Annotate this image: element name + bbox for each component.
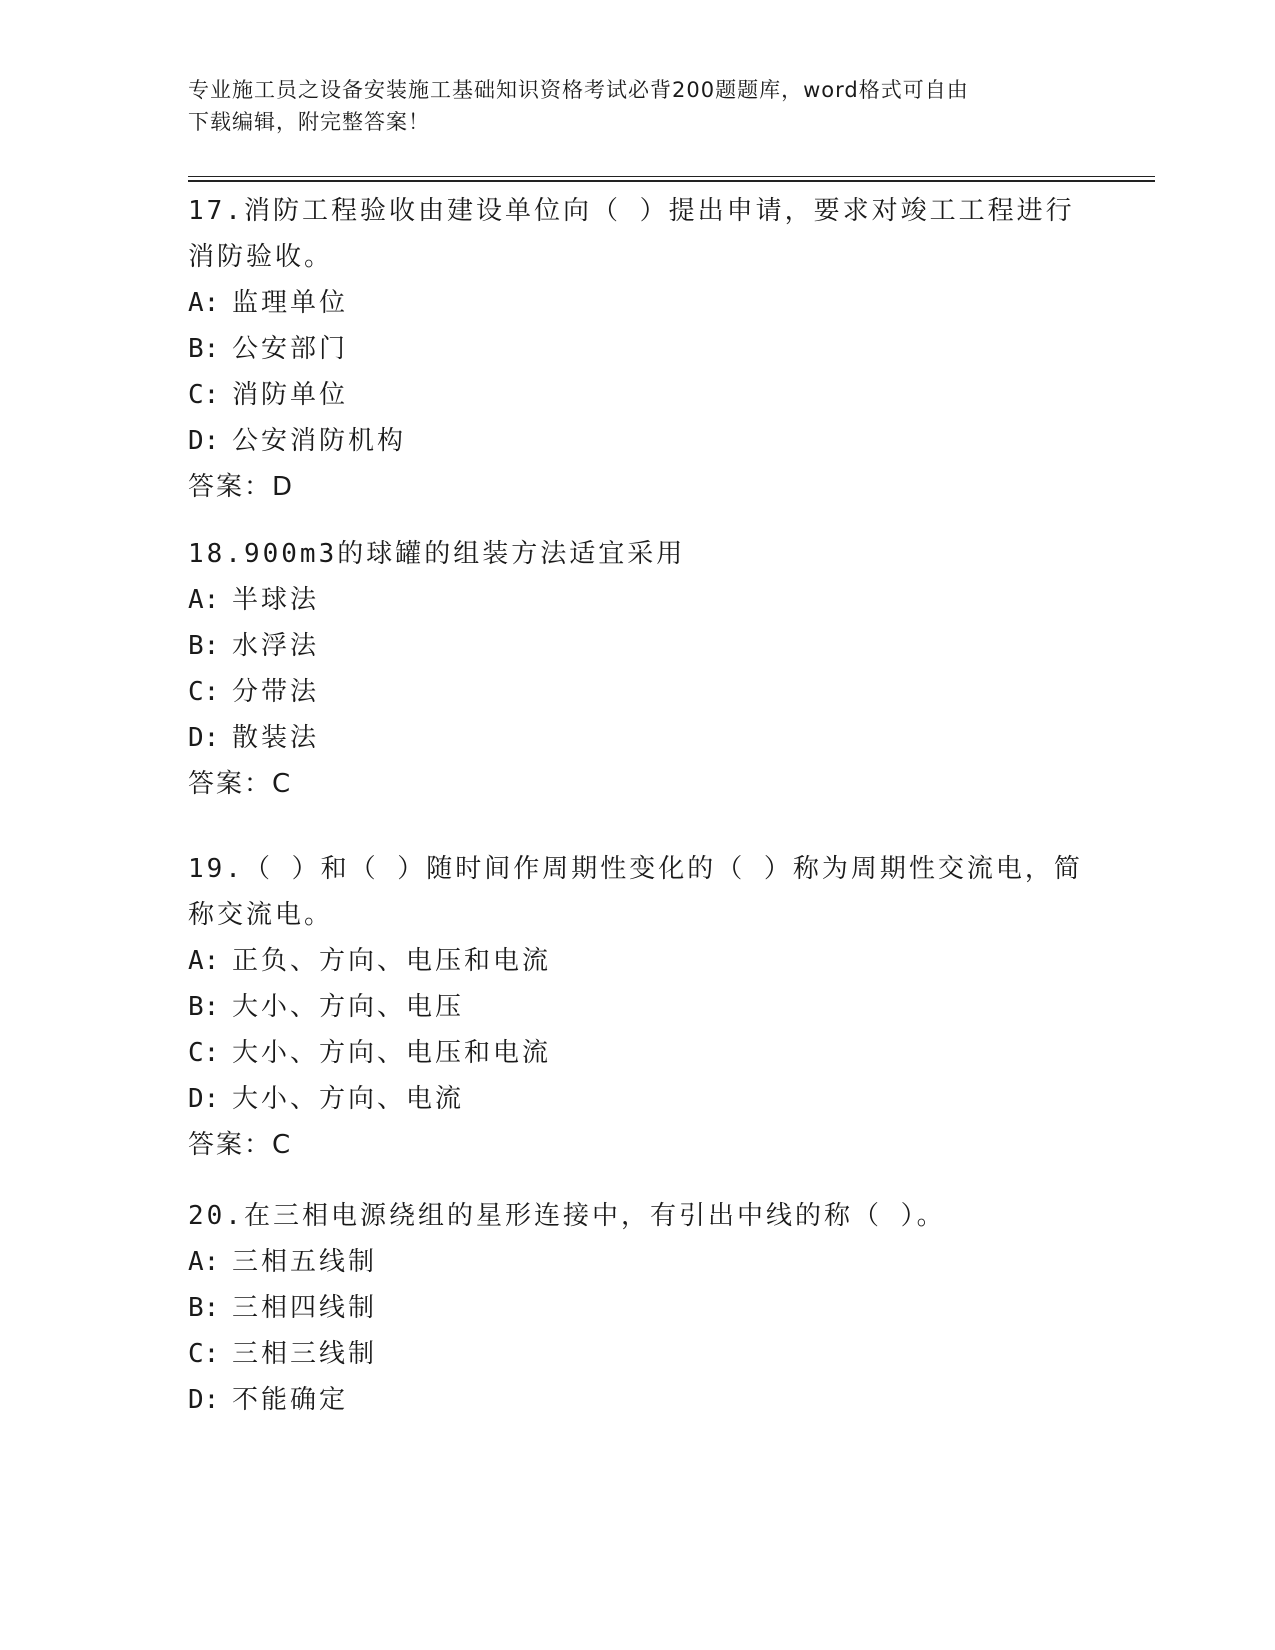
- option-text: 大小、方向、电流: [232, 1084, 465, 1114]
- option-b: [188, 623, 1088, 669]
- option-c: [188, 372, 1088, 418]
- option-letter: C:: [188, 380, 220, 410]
- option-a: [188, 1239, 1088, 1285]
- option-text: 公安部门: [232, 334, 349, 364]
- option-text: 水浮法: [232, 631, 320, 661]
- option-d: [188, 1377, 1088, 1423]
- question-stem-line: 18.900m3的球罐的组装方法适宜采用: [188, 539, 686, 569]
- option-letter: A:: [188, 946, 220, 976]
- option-b: [188, 984, 1088, 1030]
- answer-line: 答案：C: [188, 769, 293, 799]
- question-block: [188, 846, 1088, 1168]
- option-text: 公安消防机构: [232, 426, 407, 456]
- option-text: 正负、方向、电压和电流: [232, 946, 552, 976]
- option-letter: A:: [188, 1247, 220, 1277]
- option-d: [188, 418, 1088, 464]
- option-text: 不能确定: [232, 1385, 349, 1415]
- option-letter: D:: [188, 723, 220, 753]
- option-letter: B:: [188, 992, 220, 1022]
- option-letter: C:: [188, 1038, 220, 1068]
- question-stem-line: 19.（ ）和（ ）随时间作周期性变化的（ ）称为周期性交流电，简: [188, 854, 1083, 884]
- option-letter: B:: [188, 1293, 220, 1323]
- header-line-1: 专业施工员之设备安装施工基础知识资格考试必背200题题库，word格式可自由: [188, 78, 969, 102]
- option-a: [188, 577, 1088, 623]
- option-c: [188, 1331, 1088, 1377]
- question-block: [188, 531, 1088, 807]
- option-text: 三相四线制: [232, 1293, 378, 1323]
- option-d: [188, 1076, 1088, 1122]
- option-d: [188, 715, 1088, 761]
- option-text: 散装法: [232, 723, 320, 753]
- option-letter: B:: [188, 631, 220, 661]
- option-text: 大小、方向、电压: [232, 992, 465, 1022]
- option-text: 监理单位: [232, 288, 349, 318]
- option-b: [188, 326, 1088, 372]
- option-letter: B:: [188, 334, 220, 364]
- answer-line: 答案：D: [188, 472, 295, 502]
- question-stem-line: 消防验收。: [188, 242, 334, 272]
- option-text: 消防单位: [232, 380, 349, 410]
- document-header: [188, 74, 1088, 138]
- header-divider-thick: [188, 180, 1155, 182]
- question-block: [188, 1193, 1088, 1423]
- question-block: [188, 188, 1088, 510]
- option-letter: C:: [188, 677, 220, 707]
- option-text: 分带法: [232, 677, 320, 707]
- option-text: 半球法: [232, 585, 320, 615]
- option-letter: A:: [188, 585, 220, 615]
- option-b: [188, 1285, 1088, 1331]
- option-letter: D:: [188, 426, 220, 456]
- option-letter: D:: [188, 1385, 220, 1415]
- option-c: [188, 1030, 1088, 1076]
- option-letter: C:: [188, 1339, 220, 1369]
- option-text: 三相三线制: [232, 1339, 378, 1369]
- header-line-2: 下载编辑，附完整答案！: [188, 110, 430, 134]
- option-letter: D:: [188, 1084, 220, 1114]
- option-text: 三相五线制: [232, 1247, 378, 1277]
- option-a: [188, 938, 1088, 984]
- option-c: [188, 669, 1088, 715]
- question-stem-line: 20.在三相电源绕组的星形连接中，有引出中线的称（ ）。: [188, 1201, 946, 1231]
- answer-line: 答案：C: [188, 1130, 293, 1160]
- question-stem-line: 17.消防工程验收由建设单位向（ ）提出申请，要求对竣工工程进行: [188, 196, 1075, 226]
- option-letter: A:: [188, 288, 220, 318]
- option-a: [188, 280, 1088, 326]
- question-stem-line: 称交流电。: [188, 900, 334, 930]
- header-divider-thin: [188, 176, 1155, 177]
- option-text: 大小、方向、电压和电流: [232, 1038, 552, 1068]
